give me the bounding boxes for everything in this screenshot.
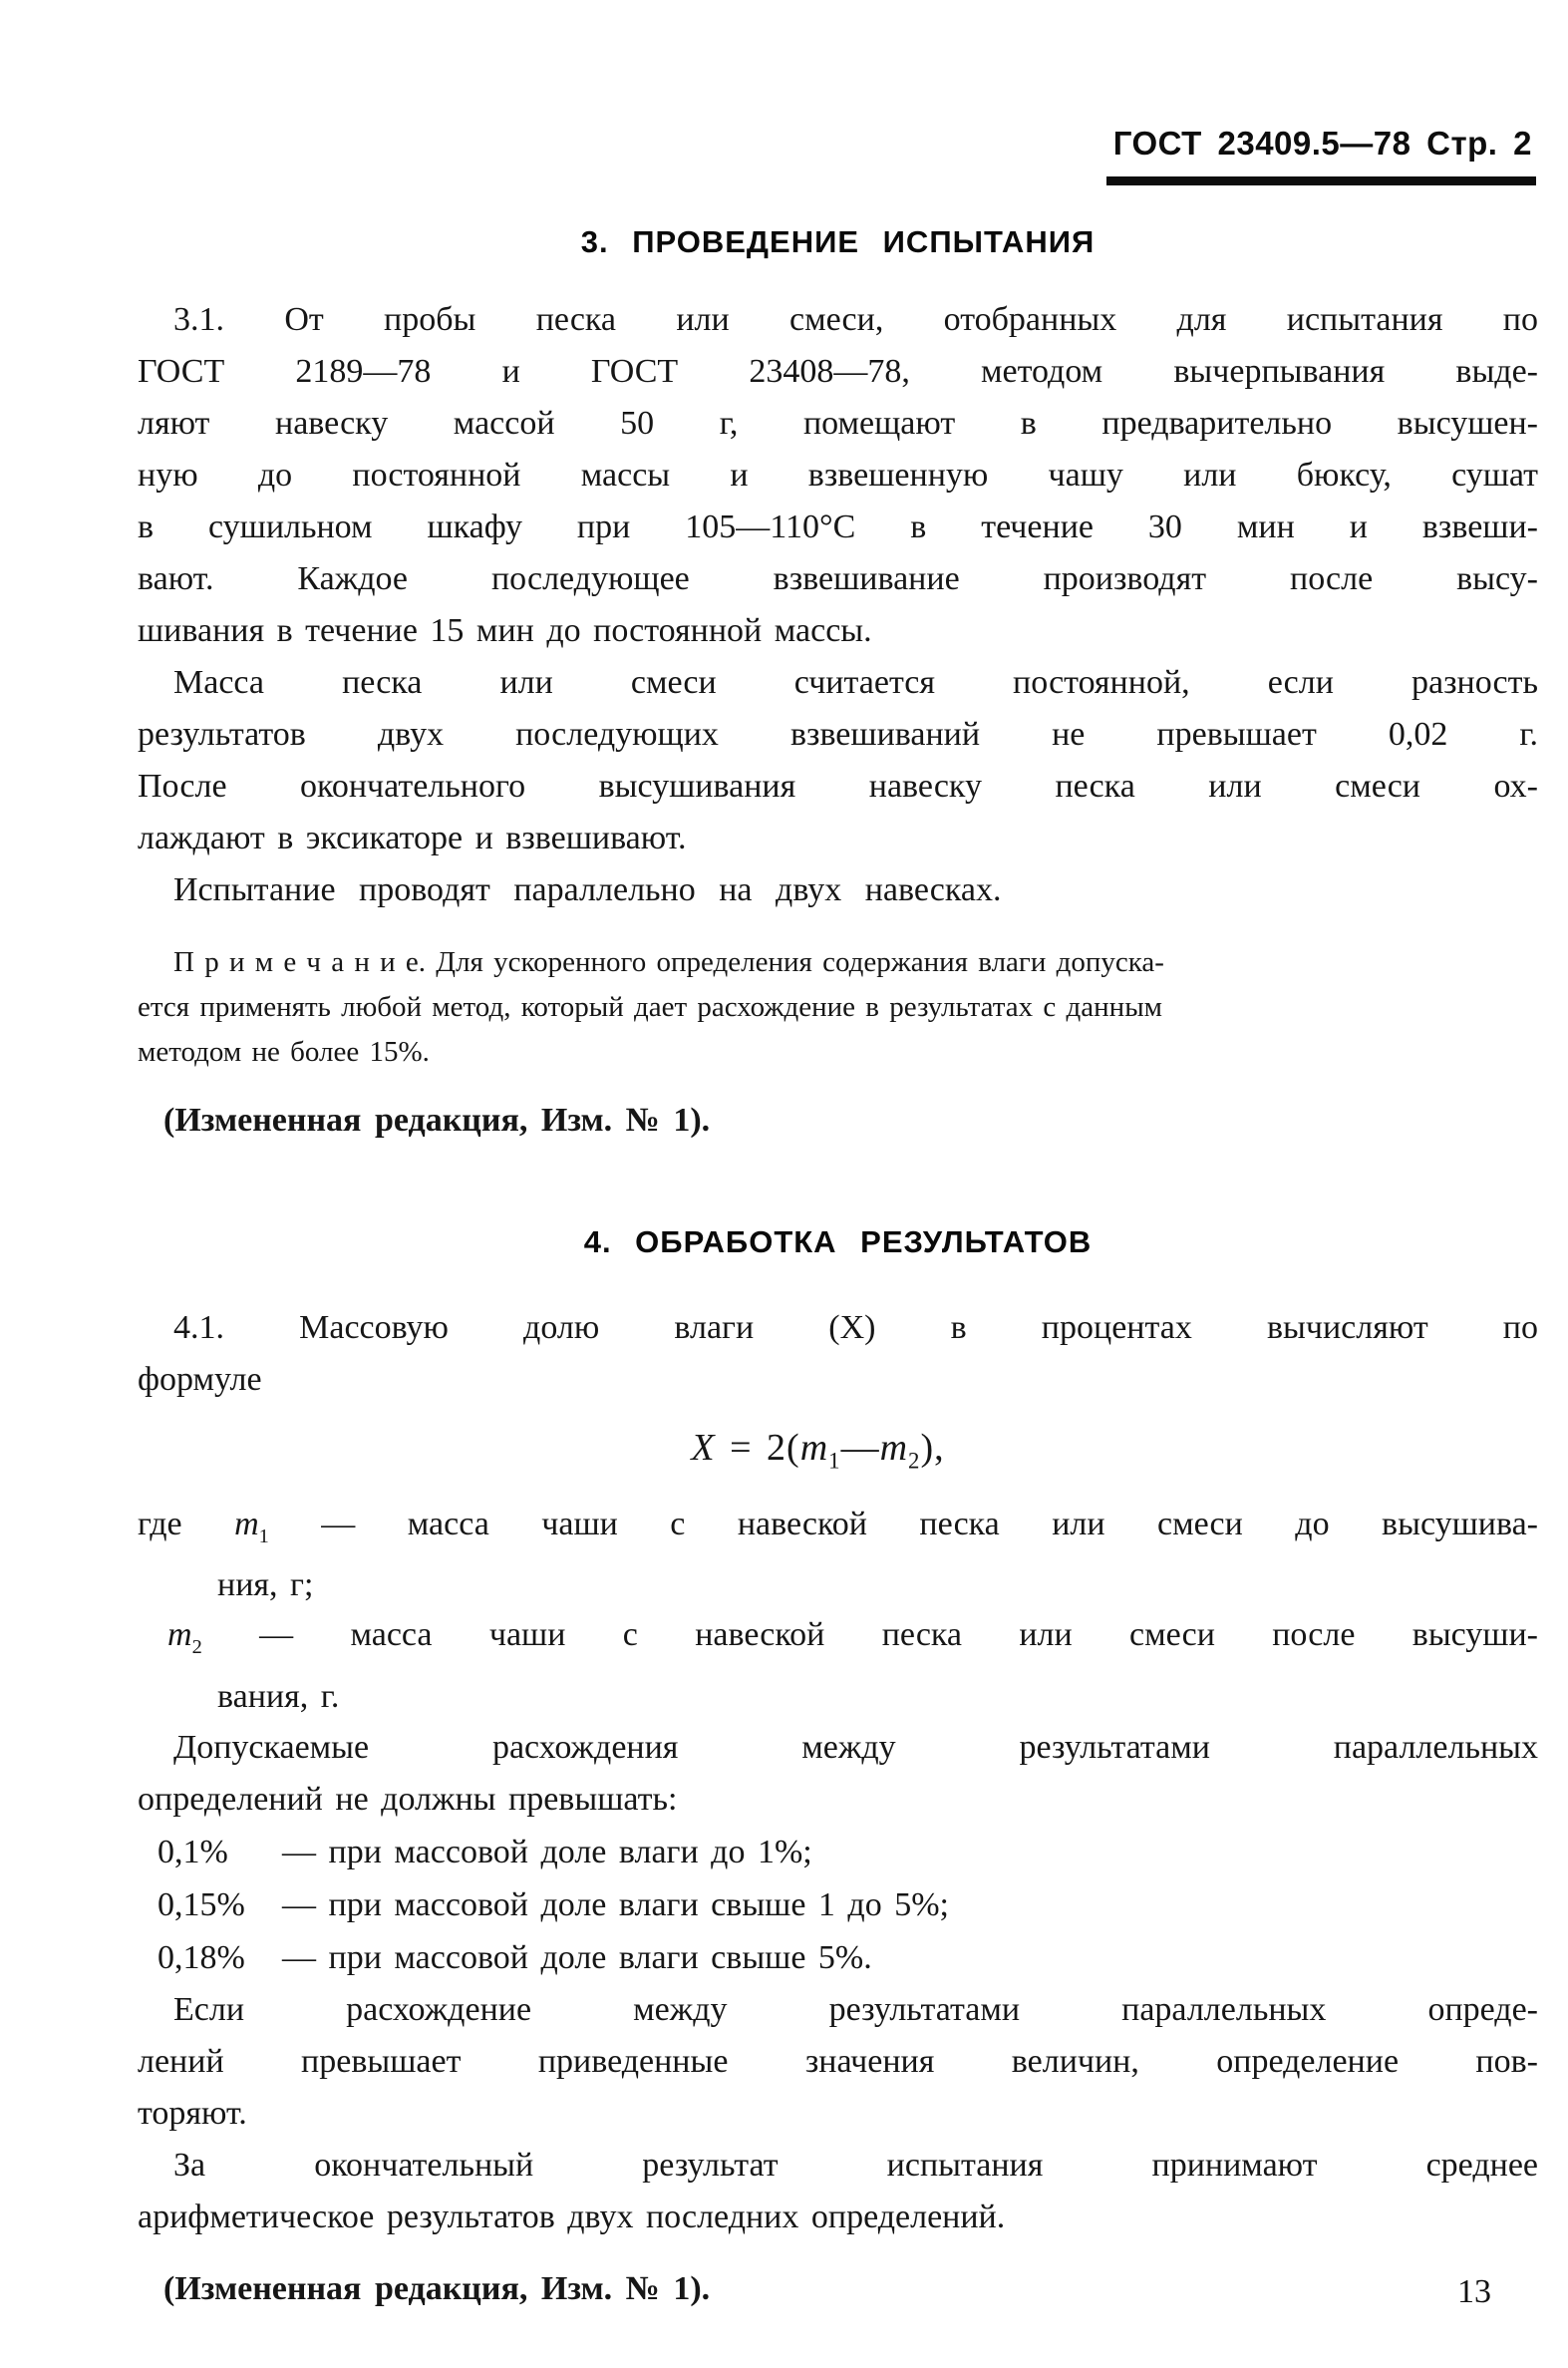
text-line: 4.1. Массовую долю влаги (X) в процентах вычисляют по [173,1309,1538,1346]
text-line: ГОСТ 2189—78 и ГОСТ 23408—78, методом вычерпывания выде- [138,353,1538,390]
definition-m1-continuation: ния, г; [217,1566,314,1604]
section-4-heading: 4. ОБРАБОТКА РЕЗУЛЬТАТОВ [583,1224,1093,1259]
formula-part: — [840,1427,880,1469]
note-text [138,940,1538,1075]
definition-m2 [138,1610,1538,1672]
formula-subscript: 2 [908,1448,921,1474]
formula-part: = 2( [715,1427,800,1469]
paragraph-tolerances-intro [138,1722,1538,1826]
text-line: П р и м е ч а н и е. Для ускоренного определения содержания влаги допуска- [173,946,1164,978]
text-line: После окончательного высушивания навеску песка или смеси ох- [138,768,1538,805]
text-line: Испытание проводят параллельно на двух навесках. [173,871,1002,908]
tolerance-row [138,1931,1538,1984]
text-line: ляют навеску массой 50 г, помещают в предварительно высушен- [138,405,1538,442]
text-line: торяют. [138,2095,247,2133]
formula-part: m [799,1427,829,1469]
tolerance-text: — при массовой доле влаги свыше 5%. [282,1939,872,1977]
paragraph-repeat-determination [138,1984,1538,2140]
formula-part: m [879,1427,909,1469]
text-line: методом не более 15%. [138,1036,430,1068]
section-3-body [138,294,1538,1147]
definition-prefix: где [138,1505,235,1542]
text-line: арифметическое результатов двух последних определений. [138,2199,1006,2236]
text-line: в сушильном шкафу при 105—110°С в течение 30 мин и взвеши- [138,508,1538,545]
paragraph-mass-constancy [138,657,1538,864]
section-4-body [138,1302,1538,2315]
text-line: 3.1. От пробы песка или смеси, отобранных для испытания по [173,301,1538,338]
tolerance-text: — при массовой доле влаги свыше 1 до 5%; [282,1886,950,1924]
definition-subscript: 2 [191,1636,202,1659]
definition-subscript: 1 [258,1524,269,1547]
text-line: результатов двух последующих взвешиваний не превышает 0,02 г. [138,716,1538,753]
definition-m1 [138,1500,1538,1561]
text-line: лений превышает приведенные значения величин, определение пов- [138,2043,1538,2081]
text-line: Допускаемые расхождения между результатами параллельных [173,1729,1538,1767]
section-3-heading: 3. ПРОВЕДЕНИЕ ИСПЫТАНИЯ [580,224,1096,259]
header-rule [1106,176,1536,185]
tolerance-value: 0,15% [157,1886,245,1924]
text-line: определений не должны превышать: [138,1781,678,1819]
paragraph-3-1 [138,294,1538,657]
text-line: ется применять любой метод, который дает расхождение в результатах с данным [138,991,1163,1023]
page-header-title: ГОСТ 23409.5—78 Стр. 2 [1112,125,1532,162]
formula-subscript: 1 [828,1448,841,1474]
text-line: За окончательный результат испытания принимают среднее [173,2147,1538,2185]
text-line: шивания в течение 15 мин до постоянной массы. [138,612,872,649]
text-line: лаждают в эксикаторе и взвешивают. [138,820,687,856]
text-line: Масса песка или смеси считается постоянной, если разность [173,664,1538,701]
tolerance-row [138,1826,1538,1878]
page-number: 13 [1457,2273,1491,2310]
text-line: вают. Каждое последующее взвешивание производят после высу- [138,560,1538,597]
tolerance-row [138,1878,1538,1931]
definition-term: m [234,1505,259,1542]
definition-term: m [167,1616,192,1654]
note-block [138,940,1538,1075]
definition-m2-continuation: вания, г. [217,1678,340,1716]
text-line: ную до постоянной массы и взвешенную чашу или бюксу, сушат [138,457,1538,494]
text-line: Если расхождение между результатами параллельных опреде- [173,1991,1538,2029]
paragraph-parallel-tests [138,864,1538,916]
formula-definitions [138,1500,1538,1723]
text-line: формуле [138,1361,262,1398]
amendment-note-1: (Измененная редакция, Изм. № 1). [163,1102,711,1139]
definition-text: — масса чаши с навеской песка или смеси после высуши- [201,1616,1538,1654]
definition-text: — масса чаши с навеской песка или смеси до высушива- [268,1505,1538,1542]
formula-part: ), [920,1427,945,1469]
tolerance-text: — при массовой доле влаги до 1%; [282,1834,812,1871]
tolerance-value: 0,18% [157,1939,245,1977]
formula-part: X [691,1427,716,1469]
tolerance-value: 0,1% [157,1834,228,1871]
paragraph-4-1 [138,1302,1538,1406]
paragraph-final-result [138,2140,1538,2243]
amendment-note-2: (Измененная редакция, Изм. № 1). [163,2270,711,2308]
formula [138,1420,1498,1490]
